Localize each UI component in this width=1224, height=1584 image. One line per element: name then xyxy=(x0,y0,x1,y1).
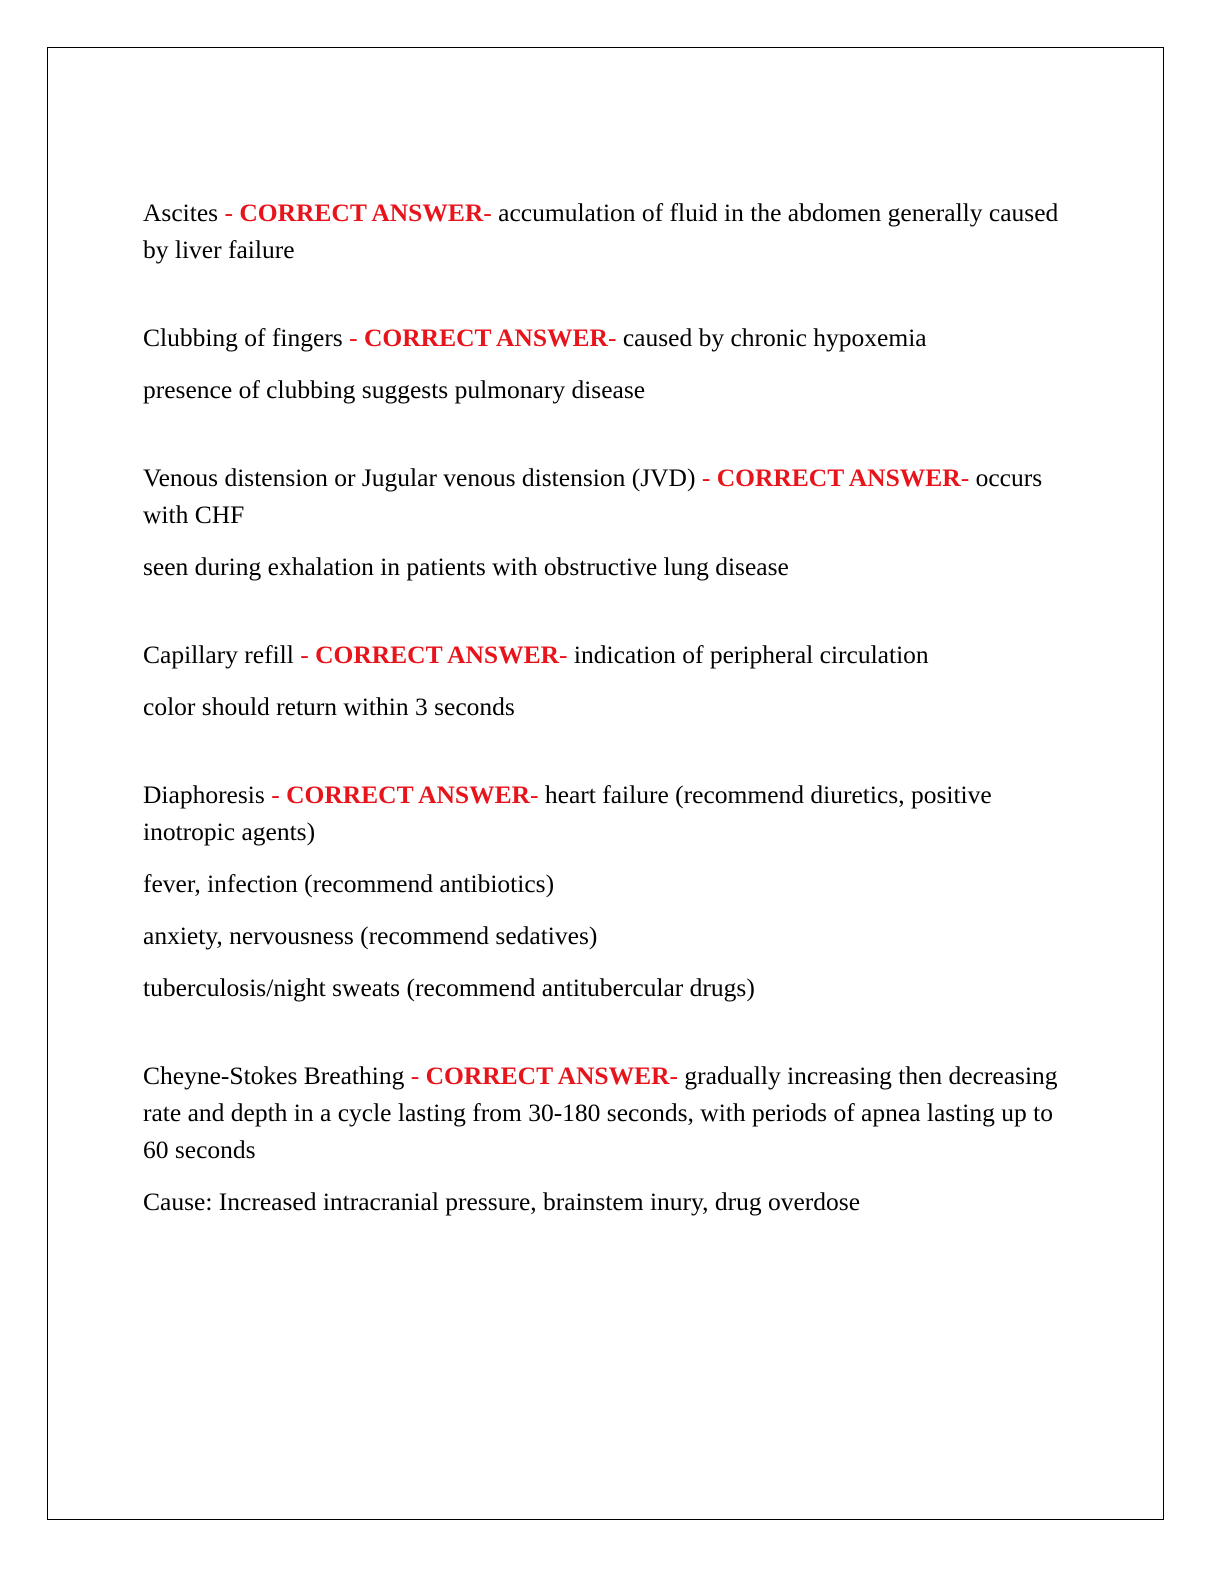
separator: - xyxy=(342,323,364,352)
answer-label: CORRECT ANSWER xyxy=(363,323,608,352)
answer-label: CORRECT ANSWER xyxy=(286,780,531,809)
separator: - xyxy=(530,780,545,809)
separator: - xyxy=(483,198,499,227)
note: tuberculosis/night sweats (recommend antitubercular drugs) xyxy=(143,973,755,1002)
answer-label: CORRECT ANSWER xyxy=(239,198,484,227)
definition: heart failure (recommend diuretics, positive inotropic agents) xyxy=(143,780,992,846)
separator: - xyxy=(293,640,316,669)
separator: - xyxy=(218,198,240,227)
entry-capillary-refill xyxy=(143,636,1083,725)
separator: - xyxy=(404,1061,426,1090)
answer-label: CORRECT ANSWER xyxy=(315,640,560,669)
note: Cause: Increased intracranial pressure, brainstem inury, drug overdose xyxy=(143,1187,861,1216)
term: Cheyne-Stokes Breathing xyxy=(143,1061,405,1090)
separator: - xyxy=(960,463,976,492)
separator: - xyxy=(669,1061,685,1090)
answer-label: CORRECT ANSWER xyxy=(425,1061,670,1090)
entry-line xyxy=(143,459,1083,533)
note: seen during exhalation in patients with obstructive lung disease xyxy=(143,552,789,581)
definition: indication of peripheral circulation xyxy=(573,640,929,669)
entry-jugular-venous-distension xyxy=(143,459,1083,585)
entry-cheyne-stokes-breathing xyxy=(143,1057,1083,1220)
answer-label: CORRECT ANSWER xyxy=(716,463,961,492)
entry-line xyxy=(143,194,1083,268)
entry-clubbing-of-fingers xyxy=(143,319,1083,408)
definition: caused by chronic hypoxemia xyxy=(622,323,927,352)
entry-diaphoresis xyxy=(143,776,1083,1006)
entry-ascites xyxy=(143,194,1083,268)
term: Diaphoresis xyxy=(143,780,265,809)
definition: accumulation of fluid in the abdomen generally caused by liver failure xyxy=(143,198,1059,264)
definition: occurs with CHF xyxy=(143,463,1043,529)
separator: - xyxy=(264,780,287,809)
term: Clubbing of fingers xyxy=(143,323,343,352)
note: color should return within 3 seconds xyxy=(143,692,515,721)
entry-line xyxy=(143,636,1083,673)
term: Venous distension or Jugular venous distension (JVD) xyxy=(143,463,696,492)
document-body xyxy=(143,194,1083,1271)
entry-line xyxy=(143,1057,1083,1168)
separator: - xyxy=(695,463,717,492)
note: presence of clubbing suggests pulmonary disease xyxy=(143,375,646,404)
entry-line xyxy=(143,319,1083,356)
entry-line xyxy=(143,776,1083,850)
note: fever, infection (recommend antibiotics) xyxy=(143,869,555,898)
separator: - xyxy=(559,640,574,669)
term: Ascites xyxy=(143,198,219,227)
separator: - xyxy=(607,323,623,352)
definition: gradually increasing then decreasing rate and depth in a cycle lasting from 30-180 seconds, with periods of apnea lasting up to 60 seconds xyxy=(143,1061,1058,1164)
term: Capillary refill xyxy=(143,640,294,669)
note: anxiety, nervousness (recommend sedatives) xyxy=(143,921,598,950)
